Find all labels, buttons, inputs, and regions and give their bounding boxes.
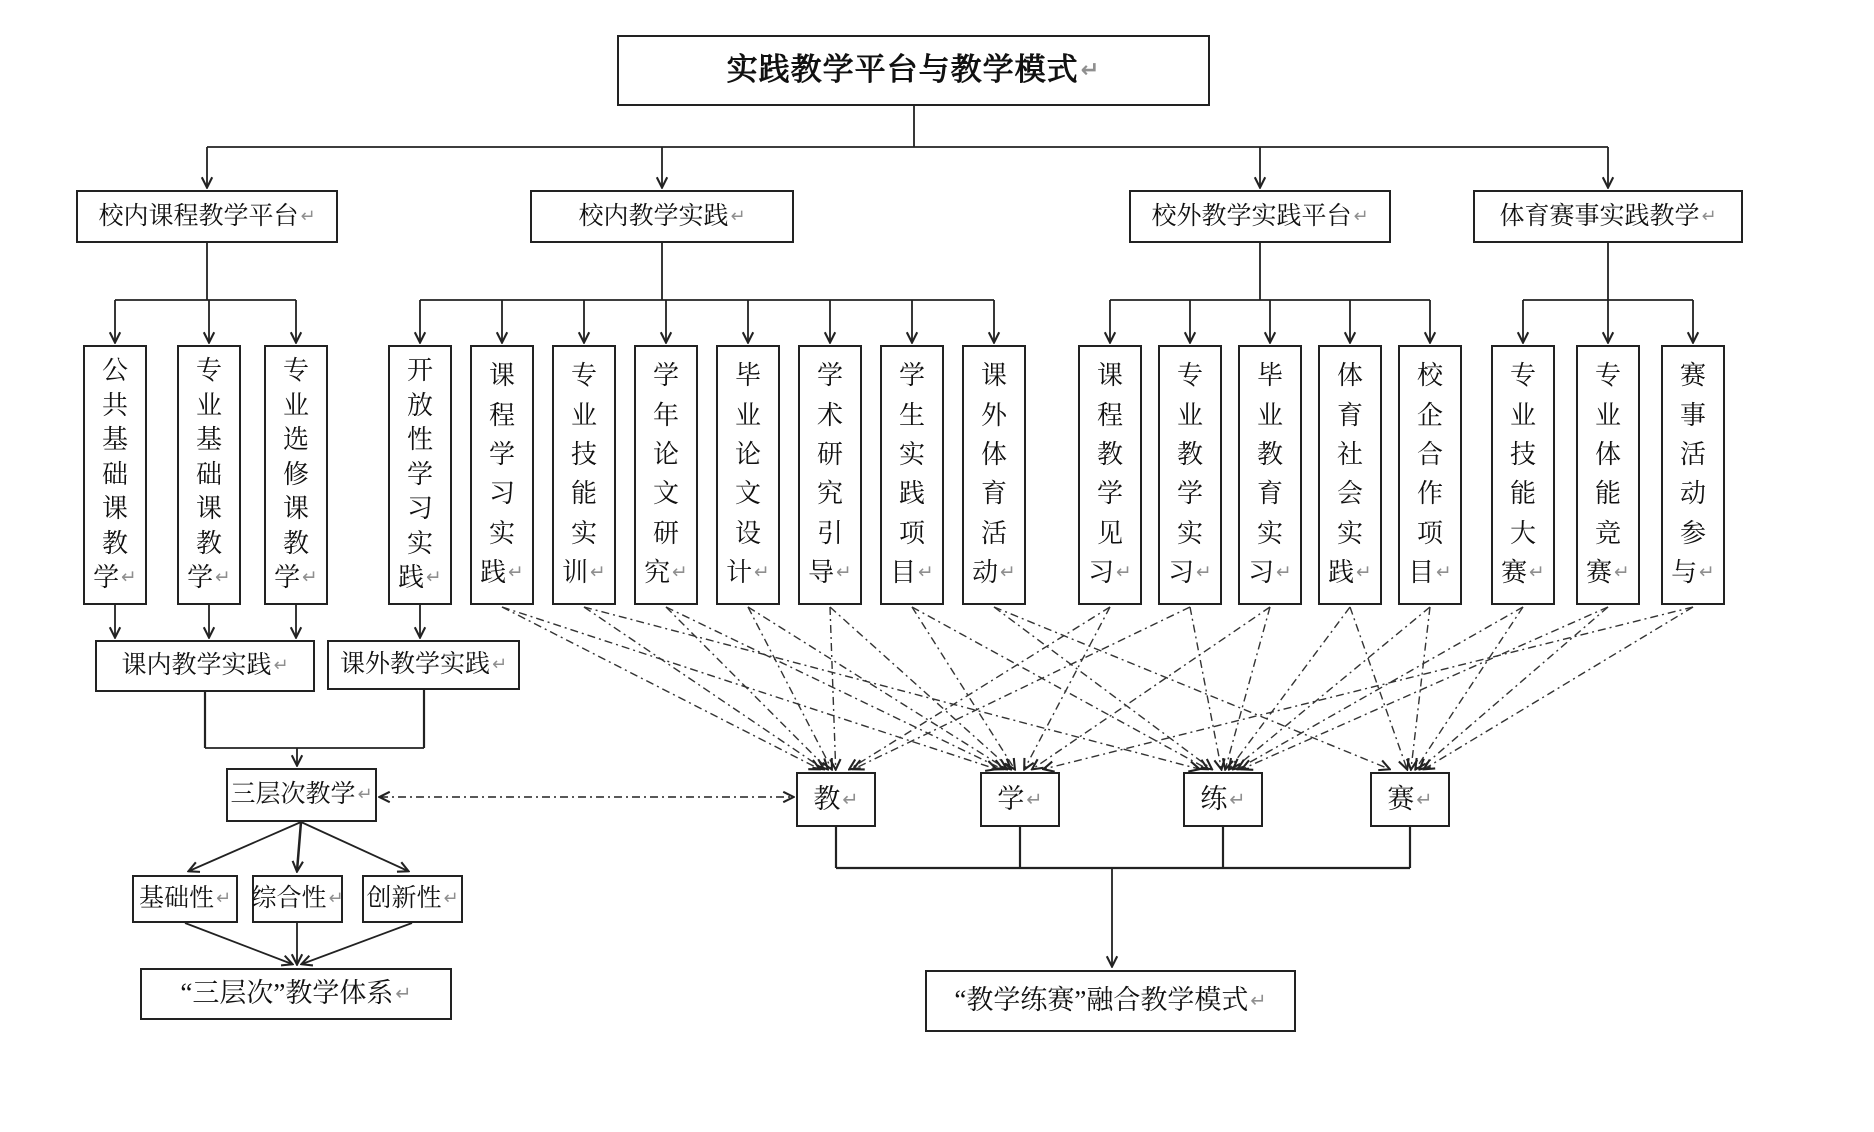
column-box-g2c5-char: 毕 bbox=[734, 361, 761, 391]
column-box-g3c2 bbox=[1158, 345, 1222, 605]
column-box-g2c6 bbox=[798, 345, 862, 605]
column-box-g2c2-char: 习 bbox=[488, 479, 515, 509]
return-mark-icon: ↵ bbox=[215, 567, 231, 589]
dashed-link-g2c5-jiao bbox=[748, 607, 832, 769]
box-sai bbox=[1370, 772, 1450, 827]
column-box-g2c8-char: 活 bbox=[980, 518, 1007, 548]
column-box-g2c4-char: 研 bbox=[652, 518, 679, 548]
dashed-link-g4c1-sai bbox=[1416, 607, 1523, 769]
column-box-g3c3-char: 教 bbox=[1256, 439, 1283, 469]
dashed-link-g3c5-sai bbox=[1411, 607, 1430, 769]
column-box-g4c1-char: 专 bbox=[1509, 361, 1536, 391]
column-box-g3c5-char: 合 bbox=[1416, 439, 1443, 469]
box-out-class-practice bbox=[327, 640, 520, 690]
column-box-g2c7-char: 践 bbox=[898, 479, 925, 509]
column-box-g4c3-char: 与 ↵ bbox=[1671, 558, 1715, 588]
box-in-class-practice-label: 课内教学实践 bbox=[121, 652, 272, 680]
platform-box-p3-label: 校外教学实践平台 bbox=[1151, 202, 1352, 230]
column-box-g3c2-char: 教 bbox=[1176, 439, 1203, 469]
return-mark-icon: ↵ bbox=[508, 562, 524, 584]
column-box-g3c1-char: 教 bbox=[1096, 439, 1123, 469]
column-box-g3c2-char: 习 ↵ bbox=[1168, 558, 1212, 588]
column-box-g3c1-char: 见 bbox=[1096, 518, 1123, 548]
box-in-class-practice bbox=[95, 640, 315, 692]
column-box-g3c4-char: 体 bbox=[1336, 361, 1363, 391]
column-box-g3c5 bbox=[1398, 345, 1462, 605]
return-mark-icon: ↵ bbox=[1699, 562, 1715, 584]
return-mark-icon: ↵ bbox=[1000, 562, 1016, 584]
dashed-link-g3c1-xue bbox=[1025, 607, 1111, 769]
column-box-g1c2 bbox=[177, 345, 241, 605]
column-box-g4c1-char: 赛 ↵ bbox=[1501, 558, 1545, 588]
column-box-g4c2-char: 专 bbox=[1594, 361, 1621, 391]
return-mark-icon: ↵ bbox=[1196, 562, 1212, 584]
return-mark-icon: ↵ bbox=[273, 655, 289, 677]
column-box-g4c3-char: 动 bbox=[1679, 479, 1706, 509]
platform-box-p4-label: 体育赛事实践教学 bbox=[1499, 202, 1700, 230]
column-box-g2c1-char: 性 bbox=[406, 425, 433, 455]
column-box-g2c2 bbox=[470, 345, 534, 605]
column-box-g1c3-char: 学 ↵ bbox=[274, 563, 318, 593]
return-mark-icon: ↵ bbox=[300, 205, 316, 227]
column-box-g2c2-char: 学 bbox=[488, 439, 515, 469]
return-mark-icon: ↵ bbox=[1229, 787, 1246, 811]
return-mark-icon: ↵ bbox=[1529, 562, 1545, 584]
return-mark-icon: ↵ bbox=[443, 888, 459, 910]
solid-connector bbox=[297, 822, 301, 871]
return-mark-icon: ↵ bbox=[590, 562, 606, 584]
column-box-g3c5-char: 企 bbox=[1416, 400, 1443, 430]
platform-box-p3 bbox=[1129, 190, 1391, 243]
dashed-link-g2c3-lian bbox=[584, 607, 1199, 769]
column-box-g2c1-char: 习 bbox=[406, 494, 433, 524]
box-sai-label: 赛 bbox=[1387, 783, 1415, 814]
return-mark-icon: ↵ bbox=[328, 888, 344, 910]
return-mark-icon: ↵ bbox=[836, 562, 852, 584]
column-box-g4c3-char: 活 bbox=[1679, 439, 1706, 469]
column-box-g2c1-char: 放 bbox=[406, 390, 433, 420]
column-box-g4c3 bbox=[1661, 345, 1725, 605]
return-mark-icon: ↵ bbox=[1701, 205, 1717, 227]
dashed-link-g4c2-sai bbox=[1420, 607, 1608, 769]
column-box-g1c3-char: 业 bbox=[282, 390, 309, 420]
dashed-link-g2c7-xue bbox=[912, 607, 1015, 769]
return-mark-icon: ↵ bbox=[1250, 989, 1267, 1013]
column-box-g3c1-char: 程 bbox=[1096, 400, 1123, 430]
column-box-g3c1-char: 习 ↵ bbox=[1088, 558, 1132, 588]
return-mark-icon: ↵ bbox=[918, 562, 934, 584]
column-box-g1c3-char: 专 bbox=[282, 356, 309, 386]
column-box-g3c4-char: 实 bbox=[1336, 518, 1363, 548]
box-lian bbox=[1183, 772, 1263, 827]
box-three-level-system-label: “三层次”教学体系 bbox=[180, 978, 394, 1009]
return-mark-icon: ↵ bbox=[302, 567, 318, 589]
column-box-g1c1-char: 共 bbox=[101, 390, 128, 420]
column-box-g3c2-char: 实 bbox=[1176, 518, 1203, 548]
column-box-g3c3-char: 毕 bbox=[1256, 361, 1283, 391]
box-fusion-mode bbox=[925, 970, 1296, 1032]
dashed-link-g4c3-xue bbox=[1044, 607, 1693, 769]
column-box-g2c3 bbox=[552, 345, 616, 605]
column-box-g2c5 bbox=[716, 345, 780, 605]
dashed-link-g2c2-xue bbox=[502, 607, 996, 769]
column-box-g4c2-char: 竞 bbox=[1594, 518, 1621, 548]
column-box-g2c8-char: 课 bbox=[980, 361, 1007, 391]
column-box-g3c3-char: 习 ↵ bbox=[1248, 558, 1292, 588]
column-box-g1c2-char: 业 bbox=[195, 390, 222, 420]
dashed-link-g2c7-lian bbox=[912, 607, 1207, 769]
column-box-g4c1 bbox=[1491, 345, 1555, 605]
return-mark-icon: ↵ bbox=[730, 205, 746, 227]
solid-connector bbox=[301, 822, 408, 871]
column-box-g4c1-char: 技 bbox=[1509, 439, 1536, 469]
column-box-g2c7-char: 项 bbox=[898, 518, 925, 548]
column-box-g3c3 bbox=[1238, 345, 1302, 605]
column-box-g1c2-char: 学 ↵ bbox=[187, 563, 231, 593]
column-box-g4c3-char: 赛 bbox=[1679, 361, 1706, 391]
box-innovative-label: 创新性 bbox=[366, 885, 442, 913]
column-box-g1c1-char: 学 ↵ bbox=[93, 563, 137, 593]
return-mark-icon: ↵ bbox=[672, 562, 688, 584]
platform-box-p2-label: 校内教学实践 bbox=[578, 202, 729, 230]
column-box-g3c1-char: 课 bbox=[1096, 361, 1123, 391]
column-box-g1c2-char: 专 bbox=[195, 356, 222, 386]
column-box-g1c2-char: 课 bbox=[195, 494, 222, 524]
dashed-link-g4c3-sai bbox=[1424, 607, 1693, 769]
column-box-g4c2-char: 体 bbox=[1594, 439, 1621, 469]
box-xue bbox=[980, 772, 1060, 827]
column-box-g2c6-char: 术 bbox=[816, 400, 843, 430]
column-box-g2c5-char: 业 bbox=[734, 400, 761, 430]
column-box-g3c1 bbox=[1078, 345, 1142, 605]
box-innovative bbox=[362, 875, 463, 923]
box-comprehensive bbox=[252, 875, 343, 923]
column-box-g4c2-char: 赛 ↵ bbox=[1586, 558, 1630, 588]
return-mark-icon: ↵ bbox=[1080, 57, 1101, 84]
column-box-g2c6-char: 究 bbox=[816, 479, 843, 509]
column-box-g2c4-char: 学 bbox=[652, 361, 679, 391]
box-comprehensive-label: 综合性 bbox=[251, 885, 327, 913]
column-box-g2c4-char: 论 bbox=[652, 439, 679, 469]
column-box-g2c4 bbox=[634, 345, 698, 605]
dashed-link-g2c4-xue bbox=[666, 607, 1002, 769]
column-box-g2c2-char: 课 bbox=[488, 361, 515, 391]
return-mark-icon: ↵ bbox=[426, 567, 442, 589]
column-box-g4c2 bbox=[1576, 345, 1640, 605]
column-box-g3c2-char: 专 bbox=[1176, 361, 1203, 391]
column-box-g1c2-char: 基 bbox=[195, 425, 222, 455]
column-box-g2c8 bbox=[962, 345, 1026, 605]
column-box-g4c2-char: 能 bbox=[1594, 479, 1621, 509]
solid-connector bbox=[185, 923, 292, 964]
column-box-g4c3-char: 事 bbox=[1679, 400, 1706, 430]
column-box-g1c1-char: 课 bbox=[101, 494, 128, 524]
return-mark-icon: ↵ bbox=[395, 982, 412, 1006]
column-box-g3c3-char: 业 bbox=[1256, 400, 1283, 430]
column-box-g3c5-char: 作 bbox=[1416, 479, 1443, 509]
box-jiao-label: 教 bbox=[813, 783, 841, 814]
column-box-g2c8-char: 动 ↵ bbox=[972, 558, 1016, 588]
return-mark-icon: ↵ bbox=[1436, 562, 1452, 584]
column-box-g1c1-char: 公 bbox=[101, 356, 128, 386]
dashed-link-g3c3-xue bbox=[1033, 607, 1271, 769]
box-xue-label: 学 bbox=[997, 783, 1025, 814]
dashed-link-g2c8-sai bbox=[994, 607, 1389, 769]
platform-box-p1 bbox=[76, 190, 338, 243]
solid-connector bbox=[189, 822, 301, 871]
column-box-g3c5-char: 校 bbox=[1416, 361, 1443, 391]
column-box-g4c2-char: 业 bbox=[1594, 400, 1621, 430]
box-three-level-teaching bbox=[226, 768, 377, 822]
column-box-g2c8-char: 体 bbox=[980, 439, 1007, 469]
dashed-link-g4c1-lian bbox=[1238, 607, 1523, 769]
column-box-g2c3-char: 实 bbox=[570, 518, 597, 548]
column-box-g2c6-char: 研 bbox=[816, 439, 843, 469]
column-box-g2c6-char: 引 bbox=[816, 518, 843, 548]
column-box-g2c4-char: 年 bbox=[652, 400, 679, 430]
column-box-g1c2-char: 础 bbox=[195, 459, 222, 489]
dashed-link-g2c5-xue bbox=[748, 607, 1006, 769]
return-mark-icon: ↵ bbox=[1353, 205, 1369, 227]
column-box-g2c5-char: 论 bbox=[734, 439, 761, 469]
column-box-g2c6-char: 学 bbox=[816, 361, 843, 391]
column-box-g1c3-char: 课 bbox=[282, 494, 309, 524]
solid-connector bbox=[302, 923, 412, 964]
column-box-g2c3-char: 训 ↵ bbox=[562, 558, 606, 588]
column-box-g2c7 bbox=[880, 345, 944, 605]
column-box-g2c5-char: 设 bbox=[734, 518, 761, 548]
column-box-g1c3 bbox=[264, 345, 328, 605]
column-box-g1c1-char: 教 bbox=[101, 528, 128, 558]
dashed-link-g3c2-lian bbox=[1190, 607, 1221, 769]
column-box-g3c2-char: 业 bbox=[1176, 400, 1203, 430]
column-box-g3c3-char: 实 bbox=[1256, 518, 1283, 548]
column-box-g2c2-char: 程 bbox=[488, 400, 515, 430]
column-box-g3c1-char: 学 bbox=[1096, 479, 1123, 509]
box-three-level-system bbox=[140, 968, 452, 1020]
title-box-label: 实践教学平台与教学模式 bbox=[726, 52, 1079, 88]
title-box bbox=[617, 35, 1210, 106]
dashed-link-g2c4-jiao bbox=[666, 607, 828, 769]
column-box-g3c4-char: 践 ↵ bbox=[1328, 558, 1372, 588]
column-box-g2c1 bbox=[388, 345, 452, 605]
column-box-g2c5-char: 计 ↵ bbox=[726, 558, 770, 588]
box-three-level-teaching-label: 三层次教学 bbox=[230, 781, 356, 809]
column-box-g1c1-char: 基 bbox=[101, 425, 128, 455]
column-box-g1c3-char: 教 bbox=[282, 528, 309, 558]
column-box-g2c1-char: 实 bbox=[406, 528, 433, 558]
column-box-g3c4 bbox=[1318, 345, 1382, 605]
dashed-link-g2c8-lian bbox=[994, 607, 1212, 769]
column-box-g2c3-char: 业 bbox=[570, 400, 597, 430]
box-lian-label: 练 bbox=[1200, 783, 1228, 814]
column-box-g3c5-char: 目 ↵ bbox=[1408, 558, 1452, 588]
box-jiao bbox=[796, 772, 876, 827]
return-mark-icon: ↵ bbox=[215, 888, 232, 910]
column-box-g3c5-char: 项 bbox=[1416, 518, 1443, 548]
column-box-g1c1-char: 础 bbox=[101, 459, 128, 489]
dashed-link-g2c2-jiao bbox=[502, 607, 819, 769]
return-mark-icon: ↵ bbox=[754, 562, 770, 584]
column-box-g2c3-char: 专 bbox=[570, 361, 597, 391]
dashed-link-g2c3-jiao bbox=[584, 607, 823, 769]
column-box-g3c3-char: 育 bbox=[1256, 479, 1283, 509]
column-box-g3c4-char: 社 bbox=[1336, 439, 1363, 469]
return-mark-icon: ↵ bbox=[1276, 562, 1292, 584]
column-box-g1c3-char: 修 bbox=[282, 459, 309, 489]
column-box-g2c8-char: 育 bbox=[980, 479, 1007, 509]
column-box-g2c5-char: 文 bbox=[734, 479, 761, 509]
column-box-g4c1-char: 大 bbox=[1509, 518, 1536, 548]
return-mark-icon: ↵ bbox=[1026, 787, 1043, 811]
platform-box-p2 bbox=[530, 190, 794, 243]
box-out-class-practice-label: 课外教学实践 bbox=[339, 651, 490, 679]
column-box-g2c7-char: 目 ↵ bbox=[890, 558, 934, 588]
return-mark-icon: ↵ bbox=[1614, 562, 1630, 584]
return-mark-icon: ↵ bbox=[1356, 562, 1372, 584]
column-box-g2c2-char: 实 bbox=[488, 518, 515, 548]
column-box-g2c7-char: 生 bbox=[898, 400, 925, 430]
column-box-g2c3-char: 能 bbox=[570, 479, 597, 509]
box-fusion-mode-label: “教学练赛”融合教学模式 bbox=[954, 985, 1249, 1016]
column-box-g2c1-char: 践 ↵ bbox=[398, 563, 442, 593]
column-box-g3c2-char: 学 bbox=[1176, 479, 1203, 509]
return-mark-icon: ↵ bbox=[842, 787, 859, 811]
column-box-g2c1-char: 开 bbox=[406, 356, 433, 386]
column-box-g4c3-char: 参 bbox=[1679, 518, 1706, 548]
column-box-g2c7-char: 实 bbox=[898, 439, 925, 469]
column-box-g1c1 bbox=[83, 345, 147, 605]
column-box-g1c3-char: 选 bbox=[282, 425, 309, 455]
column-box-g4c1-char: 业 bbox=[1509, 400, 1536, 430]
column-box-g2c1-char: 学 bbox=[406, 459, 433, 489]
column-box-g4c1-char: 能 bbox=[1509, 479, 1536, 509]
return-mark-icon: ↵ bbox=[357, 784, 373, 806]
return-mark-icon: ↵ bbox=[491, 654, 508, 676]
column-box-g2c2-char: 践 ↵ bbox=[480, 558, 524, 588]
column-box-g2c7-char: 学 bbox=[898, 361, 925, 391]
column-box-g2c4-char: 究 ↵ bbox=[644, 558, 688, 588]
box-basic-label: 基础性 bbox=[138, 885, 214, 913]
return-mark-icon: ↵ bbox=[121, 567, 137, 589]
column-box-g2c3-char: 技 bbox=[570, 439, 597, 469]
column-box-g3c4-char: 育 bbox=[1336, 400, 1363, 430]
box-basic bbox=[132, 875, 238, 923]
return-mark-icon: ↵ bbox=[1416, 787, 1433, 811]
return-mark-icon: ↵ bbox=[1116, 562, 1132, 584]
column-box-g3c4-char: 会 bbox=[1336, 479, 1363, 509]
platform-box-p1-label: 校内课程教学平台 bbox=[98, 202, 299, 230]
dashed-link-g3c1-jiao bbox=[850, 607, 1110, 769]
dashed-link-g4c2-lian bbox=[1242, 607, 1608, 769]
column-box-g1c2-char: 教 bbox=[195, 528, 222, 558]
column-box-g2c6-char: 导 ↵ bbox=[808, 558, 852, 588]
dashed-link-g2c6-xue bbox=[830, 607, 1011, 769]
platform-box-p4 bbox=[1473, 190, 1743, 243]
dashed-link-g3c4-sai bbox=[1350, 607, 1407, 769]
column-box-g2c8-char: 外 bbox=[980, 400, 1007, 430]
column-box-g2c4-char: 文 bbox=[652, 479, 679, 509]
